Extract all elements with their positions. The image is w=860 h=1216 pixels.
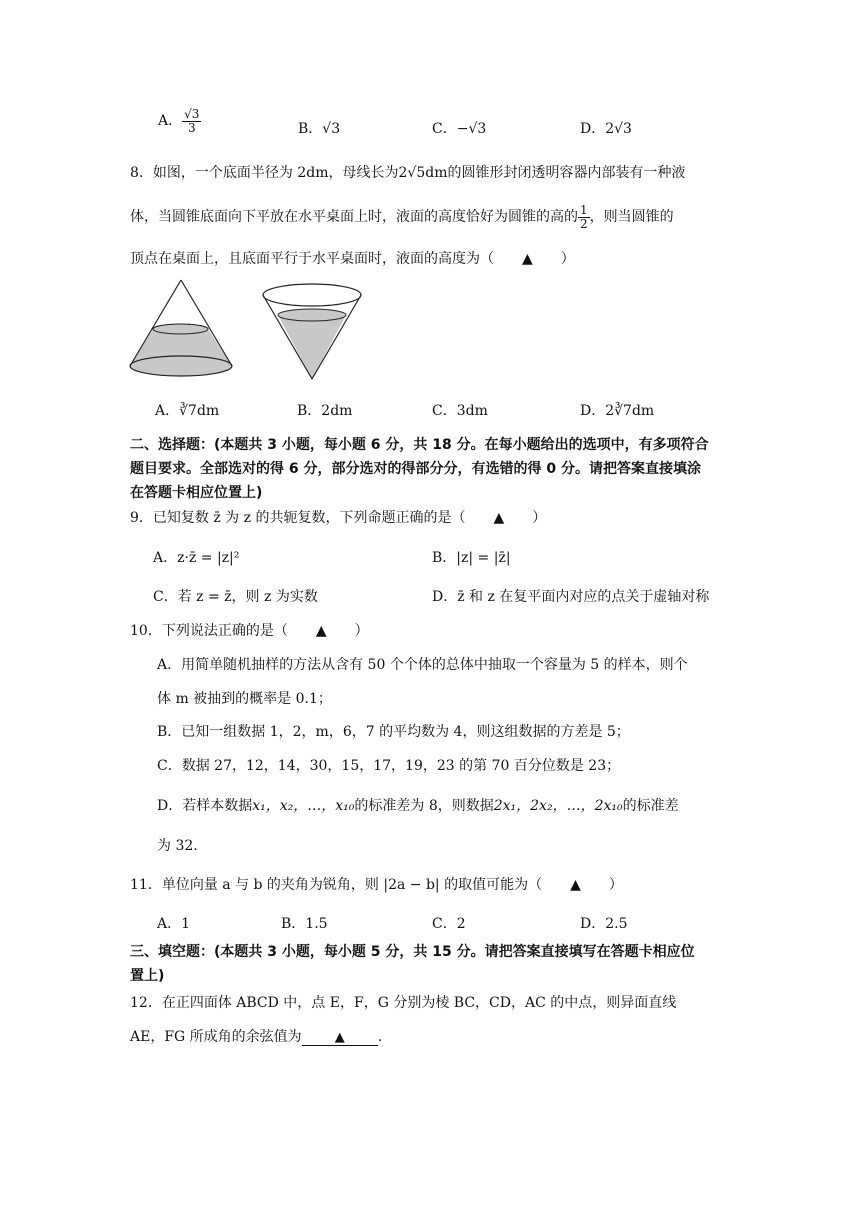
q12-line-2	[130, 1026, 382, 1046]
section-3-heading-line-2: 置上)	[130, 968, 165, 984]
q10-option-d-line-2: 为 32.	[157, 838, 198, 854]
q12-line-1: 12．在正四面体 ABCD 中，点 E，F，G 分别为棱 BC，CD，AC 的中点，则异面直线	[130, 995, 677, 1011]
q10-option-a-line-2: 体 m 被抽到的概率是 0.1；	[157, 691, 332, 707]
q9-option-b: B．|z| = |z̄|	[432, 550, 511, 566]
q9-option-c: C．若 z = z̄，则 z 为实数	[153, 589, 318, 605]
q10-stem: 10．下列说法正确的是（ ▲ ）	[130, 623, 369, 639]
q8-line1-c: 的圆锥形封闭透明容器内部装有一种液	[447, 165, 686, 181]
q8-line-2	[130, 204, 674, 230]
q9-option-a: A．z·z̄ = |z|²	[153, 550, 240, 566]
q8-option-b: B．2dm	[297, 403, 353, 419]
q10-d-part-a: D．若样本数据	[157, 798, 253, 814]
q9-stem: 9．已知复数 z̄ 为 z 的共轭复数，下列命题正确的是（ ▲ ）	[130, 510, 547, 526]
q8-fraction	[578, 204, 590, 230]
q10-option-a-line-1: A．用简单随机抽样的方法从含有 50 个个体的总体中抽取一个容量为 5 的样本，则个	[157, 657, 688, 673]
q11-option-c: C．2	[432, 916, 466, 932]
q12-line2-text: AE，FG 所成角的余弦值为	[130, 1029, 302, 1045]
q10-option-c: C．数据 27，12，14，30，15，17，19，23 的第 70 百分位数是 23；	[157, 758, 621, 774]
q7-option-a	[158, 108, 201, 134]
q11-option-b: B．1.5	[281, 916, 328, 932]
q8-line1-a: 8．如图，一个底面半径为 2dm，母线长为	[130, 165, 399, 181]
q10-option-d-line-1	[157, 795, 679, 815]
q7-option-a-fraction	[182, 108, 201, 134]
q12-end-period: .	[377, 1029, 383, 1045]
q10-option-b: B．已知一组数据 1，2，m，6，7 的平均数为 4，则这组数据的方差是 5；	[157, 724, 630, 740]
q8-slant-length: 2√5dm	[398, 165, 448, 181]
q10-d-doubled-list: 2x₁，2x₂，…，2x₁₀	[493, 798, 623, 814]
q7-option-a-label: A．	[158, 113, 183, 130]
q7-frac-num: √3	[184, 107, 200, 121]
cone-upright-figure	[128, 278, 238, 382]
section-3-heading-line-1: 三、填空题：(本题共 3 小题，每小题 5 分，共 15 分。请把答案直接填写在答题卡相应位	[130, 944, 695, 960]
q8-option-c: C．3dm	[432, 403, 488, 419]
q9-option-d: D．z̄ 和 z 在复平面内对应的点关于虚轴对称	[432, 589, 710, 605]
q8-frac-den: 2	[580, 216, 588, 231]
q11-option-a: A．1	[157, 916, 191, 932]
q8-option-a: A．∛7dm	[155, 403, 220, 419]
q12-blank-marker: ▲	[334, 1030, 345, 1045]
q11-option-d: D．2.5	[580, 916, 628, 932]
q12-answer-blank	[302, 1029, 378, 1046]
q8-frac-num: 1	[580, 203, 588, 217]
q7-option-b: B．√3	[298, 121, 341, 137]
q8-line2-a: 体，当圆锥底面向下平放在水平桌面上时，液面的高度恰好为圆锥的高的	[130, 209, 578, 226]
q8-line-1	[130, 162, 686, 182]
section-2-heading-line-2: 题目要求。全部选对的得 6 分，部分选对的得部分分，有选错的得 0 分。请把答案直接填涂	[130, 461, 701, 477]
q10-d-sample-list: x₁，x₂，…，x₁₀	[252, 798, 355, 814]
cone-inverted-figure	[258, 278, 368, 382]
q11-stem: 11．单位向量 a 与 b 的夹角为锐角，则 |2a − b| 的取值可能为（ ▲ ）	[130, 877, 623, 893]
q10-d-part-e: 的标准差	[622, 798, 679, 814]
section-2-heading-line-3: 在答题卡相应位置上)	[130, 485, 263, 501]
q8-line-3: 顶点在桌面上，且底面平行于水平桌面时，液面的高度为（ ▲ ）	[130, 251, 575, 267]
q7-frac-den: 3	[187, 120, 196, 135]
q8-line2-b: ，则当圆锥的	[589, 209, 674, 226]
q7-option-c: C．−√3	[432, 121, 487, 137]
q10-d-part-c: 的标准差为 8，则数据	[354, 798, 494, 814]
section-2-heading-line-1: 二、选择题：(本题共 3 小题，每小题 6 分，共 18 分。在每小题给出的选项中，有多项符合	[130, 437, 709, 453]
q8-option-d: D．2∛7dm	[580, 403, 655, 419]
q7-option-d: D．2√3	[580, 121, 632, 137]
